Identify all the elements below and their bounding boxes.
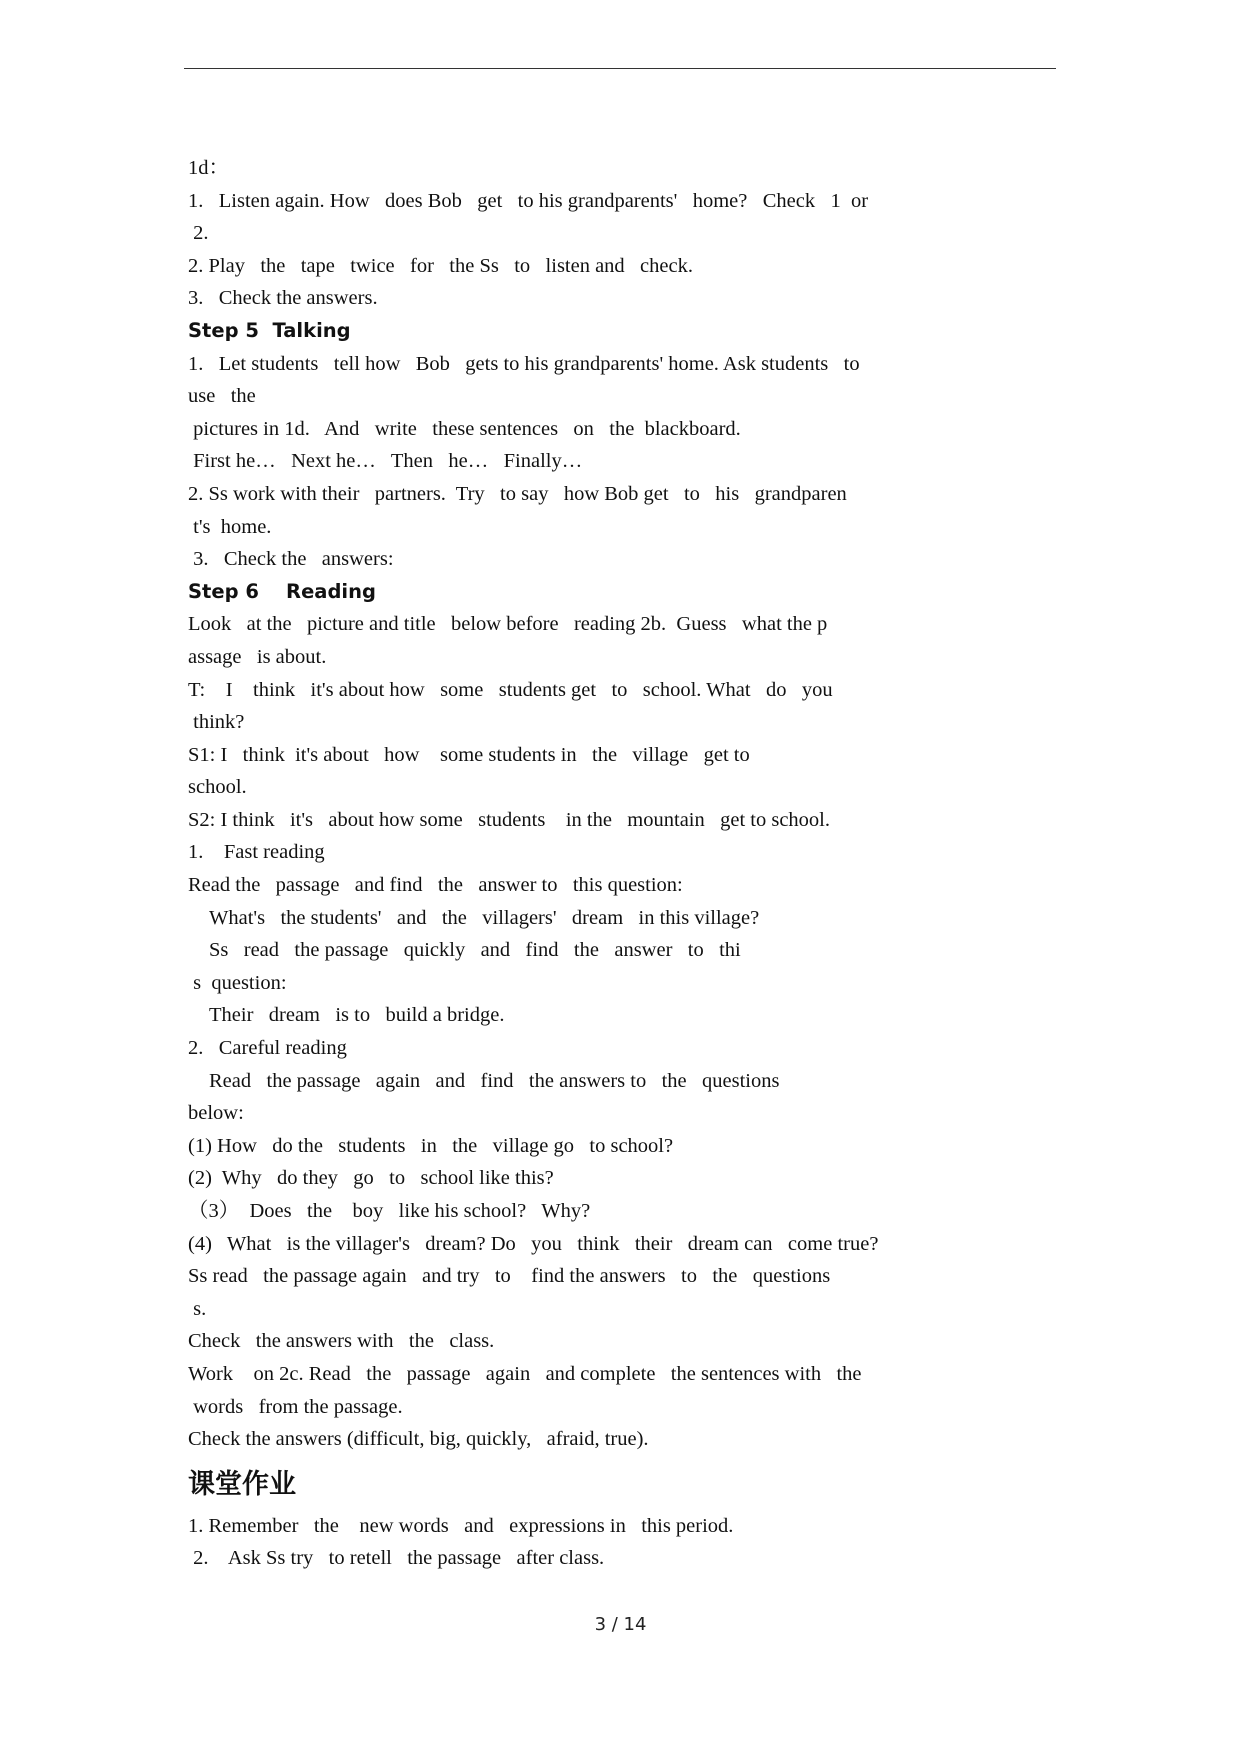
text-line: Ss read the passage again and try to find the answers to the questions	[188, 1265, 831, 1288]
text-line: Check the answers (difficult, big, quickly, afraid, true).	[188, 1428, 649, 1451]
section-title: 课堂作业	[188, 1468, 296, 1500]
text-line: First he… Next he… Then he… Finally…	[188, 450, 583, 473]
text-line: Read the passage again and find the answers to the questions	[209, 1069, 780, 1092]
text-line: Read the passage and find the answer to this question:	[188, 874, 683, 897]
text-line: (4) What is the villager's dream? Do you think their dream can come true?	[188, 1232, 879, 1255]
text-line: T: I think it's about how some students get to school. What do you	[188, 678, 833, 701]
text-line: use the	[188, 385, 256, 408]
text-line: 2.	[188, 222, 209, 245]
text-line: S1: I think it's about how some students in the village get to	[188, 743, 750, 766]
text-line: think?	[188, 711, 245, 734]
step-heading: Step 5 Talking	[188, 318, 351, 342]
text-line: 1. Fast reading	[188, 841, 325, 864]
step-heading: Step 6 Reading	[188, 579, 376, 603]
text-line: 1. Listen again. How does Bob get to his grandparents' home? Check 1 or	[188, 189, 869, 212]
text-line: s.	[188, 1297, 207, 1320]
text-line: pictures in 1d. And write these sentences on the blackboard.	[188, 417, 741, 440]
text-line: Look at the picture and title below before reading 2b. Guess what the p	[188, 613, 828, 636]
document-body	[188, 152, 1050, 1575]
text-line: t's home.	[188, 515, 272, 538]
text-line: Their dream is to build a bridge.	[209, 1004, 505, 1027]
text-line: 2. Play the tape twice for the Ss to listen and check.	[188, 254, 693, 277]
text-line: assage is about.	[188, 645, 327, 668]
text-line: below:	[188, 1102, 244, 1125]
text-line: s question:	[188, 971, 287, 994]
text-line: 1. Let students tell how Bob gets to his grandparents' home. Ask students to	[188, 352, 860, 375]
header-rule	[184, 68, 1056, 69]
text-line: What's the students' and the villagers' dream in this village?	[209, 906, 760, 929]
text-line: （3） Does the boy like his school? Why?	[188, 1200, 591, 1222]
page-number: 3 / 14	[594, 1614, 647, 1635]
text-line: Check the answers with the class.	[188, 1330, 495, 1353]
text-line: S2: I think it's about how some students in the mountain get to school.	[188, 808, 831, 831]
text-line: 1. Remember the new words and expressions in this period.	[188, 1514, 734, 1537]
text-line: Work on 2c. Read the passage again and complete the sentences with the	[188, 1362, 862, 1385]
text-line: 2. Ss work with their partners. Try to say how Bob get to his grandparen	[188, 482, 847, 505]
text-line: 1d：	[188, 157, 229, 179]
text-line: 3. Check the answers:	[188, 548, 394, 571]
text-line: 2. Careful reading	[188, 1037, 347, 1060]
text-line: 2. Ask Ss try to retell the passage after class.	[188, 1547, 605, 1570]
text-line: school.	[188, 776, 247, 799]
text-line: 3. Check the answers.	[188, 287, 378, 310]
text-line: words from the passage.	[188, 1395, 403, 1418]
text-line: (1) How do the students in the village go to school?	[188, 1134, 674, 1157]
text-line: Ss read the passage quickly and find the answer to thi	[209, 939, 741, 962]
text-line: (2) Why do they go to school like this?	[188, 1167, 554, 1190]
